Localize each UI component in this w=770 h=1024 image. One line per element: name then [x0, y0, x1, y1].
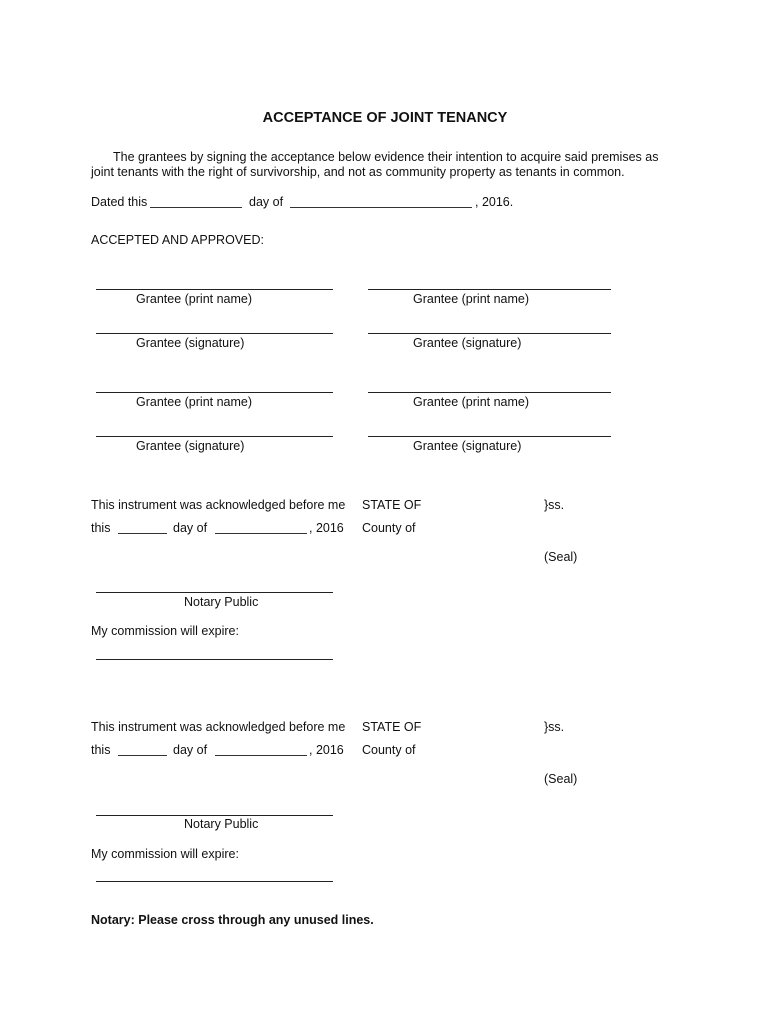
dated-this-label: Dated this [91, 195, 148, 209]
footer-note: Notary: Please cross through any unused lines. [91, 913, 374, 927]
document-title: ACCEPTANCE OF JOINT TENANCY [262, 110, 508, 126]
commission-2-label: My commission will expire: [91, 847, 239, 861]
dated-day-of-label: day of [249, 195, 284, 209]
grantee-4-signature-label: Grantee (signature) [413, 439, 522, 453]
ack-1-month-field[interactable] [215, 533, 307, 534]
ack-2-this: this [91, 743, 111, 757]
ack-1-seal: (Seal) [544, 550, 578, 564]
notary-2-signature-line[interactable] [96, 815, 333, 816]
ack-2-county-of: County of [362, 743, 416, 757]
notary-1-signature-line[interactable] [96, 592, 333, 593]
grantee-4-print-line[interactable] [368, 392, 611, 393]
dated-year-label: , 2016. [475, 195, 514, 209]
ack-1-year: , 2016 [309, 521, 344, 535]
commission-2-line[interactable] [96, 881, 333, 882]
notary-2-label: Notary Public [184, 817, 259, 831]
grantee-2-print-line[interactable] [368, 289, 611, 290]
ack-1-day-of: day of [173, 521, 208, 535]
ack-2-day-of: day of [173, 743, 208, 757]
dated-month-field[interactable] [290, 207, 472, 208]
grantee-1-signature-line[interactable] [96, 333, 333, 334]
grantee-2-signature-label: Grantee (signature) [413, 336, 522, 350]
ack-2-text: This instrument was acknowledged before me [91, 720, 346, 734]
grantee-4-signature-line[interactable] [368, 436, 611, 437]
ack-1-state-of: STATE OF [362, 498, 422, 512]
accepted-approved-heading: ACCEPTED AND APPROVED: [91, 233, 264, 247]
grantee-3-signature-label: Grantee (signature) [136, 439, 245, 453]
notary-1-label: Notary Public [184, 595, 259, 609]
ack-2-day-field[interactable] [118, 755, 167, 756]
grantee-4-print-label: Grantee (print name) [413, 395, 530, 409]
dated-day-field[interactable] [150, 207, 242, 208]
ack-2-state-of: STATE OF [362, 720, 422, 734]
grantee-1-print-line[interactable] [96, 289, 333, 290]
ack-2-month-field[interactable] [215, 755, 307, 756]
ack-2-year: , 2016 [309, 743, 344, 757]
grantee-1-print-label: Grantee (print name) [136, 292, 253, 306]
ack-1-county-of: County of [362, 521, 416, 535]
grantee-3-print-label: Grantee (print name) [136, 395, 253, 409]
commission-1-line[interactable] [96, 659, 333, 660]
ack-1-ss: }ss. [544, 498, 565, 512]
intro-paragraph-line-2: joint tenants with the right of survivorship, and not as community property as tenants in common. [91, 165, 625, 179]
grantee-3-signature-line[interactable] [96, 436, 333, 437]
grantee-1-signature-label: Grantee (signature) [136, 336, 245, 350]
intro-paragraph-line-1: The grantees by signing the acceptance below evidence their intention to acquire said premises as [113, 150, 659, 164]
ack-2-seal: (Seal) [544, 772, 578, 786]
grantee-2-print-label: Grantee (print name) [413, 292, 530, 306]
commission-1-label: My commission will expire: [91, 624, 239, 638]
grantee-2-signature-line[interactable] [368, 333, 611, 334]
grantee-3-print-line[interactable] [96, 392, 333, 393]
ack-1-text: This instrument was acknowledged before me [91, 498, 346, 512]
ack-1-day-field[interactable] [118, 533, 167, 534]
ack-1-this: this [91, 521, 111, 535]
ack-2-ss: }ss. [544, 720, 565, 734]
